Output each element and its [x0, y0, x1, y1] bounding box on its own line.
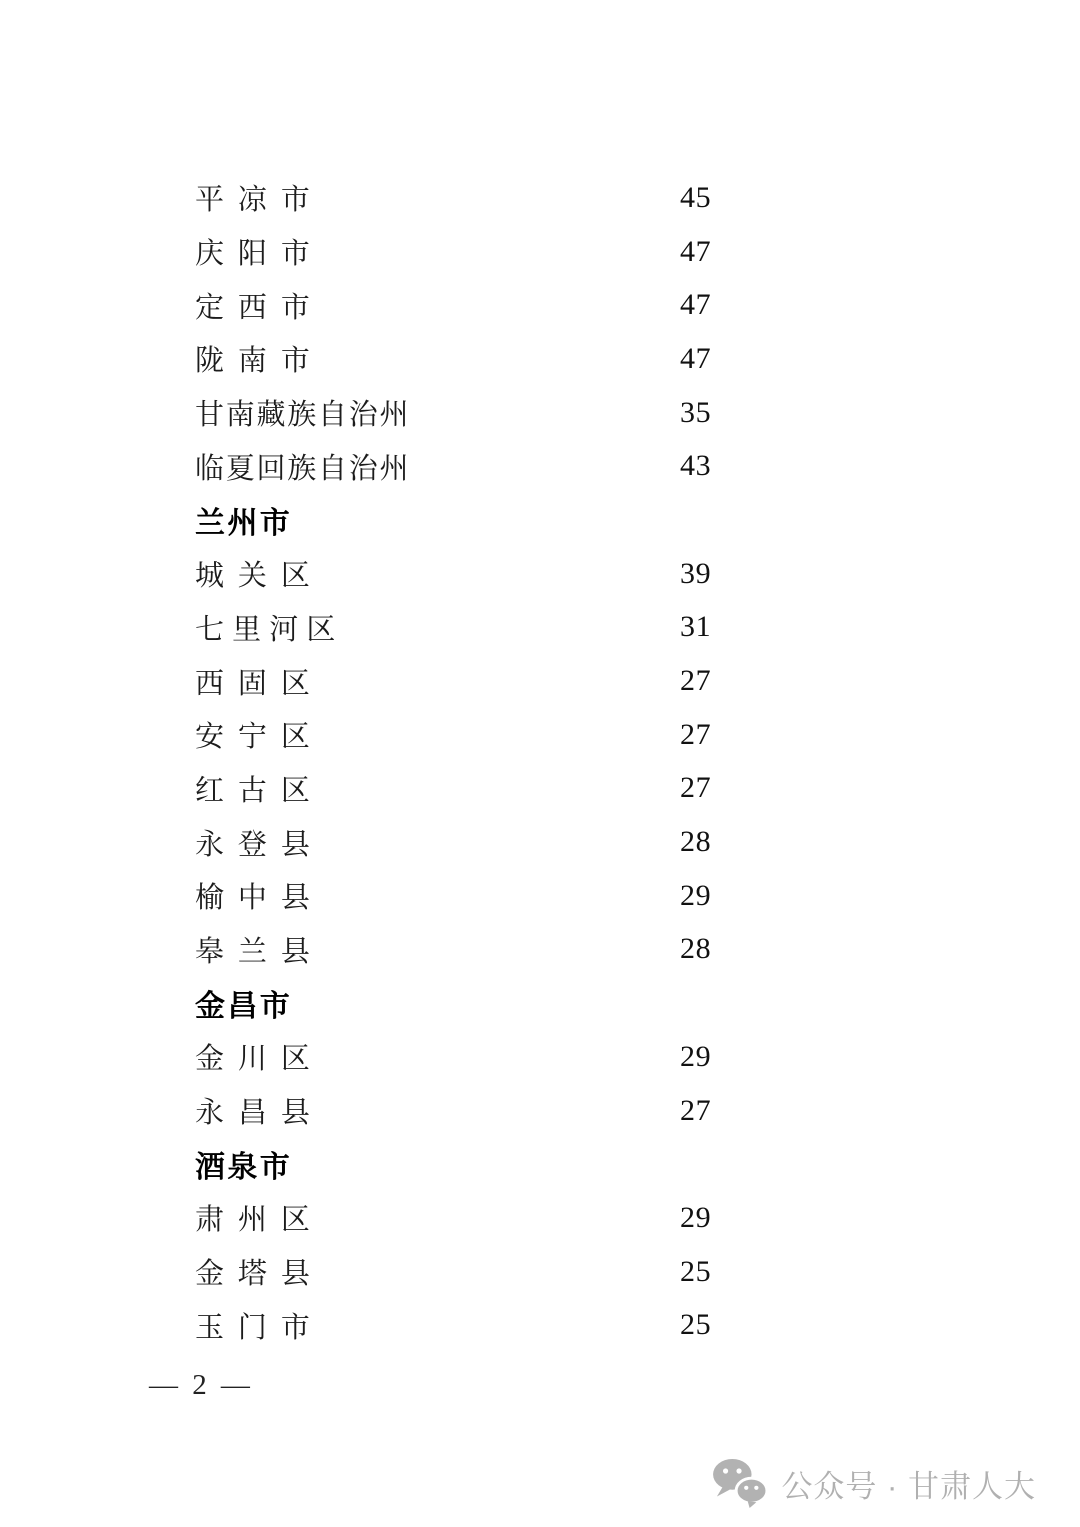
list-row: [195, 225, 895, 279]
list-row: [195, 1298, 895, 1352]
region-name: 榆中县: [195, 882, 324, 915]
list-row: [195, 439, 895, 493]
list-row: [195, 869, 895, 923]
list-row: [195, 762, 895, 816]
watermark-label: 公众号 · 甘肃人大: [781, 1468, 1036, 1504]
list-row: [195, 278, 895, 332]
list-row: [195, 601, 895, 655]
region-name: 临夏回族自治州: [195, 452, 411, 485]
city-section-name: 金昌市: [195, 990, 293, 1024]
region-name: 玉门市: [195, 1311, 324, 1344]
region-name: 庆阳市: [195, 238, 324, 271]
list-row: [195, 708, 895, 762]
seat-count: 25: [680, 1254, 712, 1288]
seat-count: 29: [680, 1200, 712, 1234]
region-name: 甘南藏族自治州: [195, 399, 411, 432]
seat-count: 47: [680, 288, 712, 322]
list-row: [195, 332, 895, 386]
city-section-name: 酒泉市: [195, 1151, 293, 1185]
region-name: 平凉市: [195, 184, 324, 217]
seat-count: 29: [680, 1039, 712, 1073]
region-name: 七里河区: [195, 613, 344, 646]
list-row: [195, 1030, 895, 1084]
region-name: 城关区: [195, 560, 324, 593]
region-name: 金川区: [195, 1043, 324, 1076]
region-name: 永昌县: [195, 1097, 324, 1130]
seat-count: 43: [680, 449, 712, 483]
region-name: 金塔县: [195, 1258, 324, 1291]
seat-count: 45: [680, 180, 712, 214]
seat-count: 27: [680, 1093, 712, 1127]
seat-count: 27: [680, 717, 712, 751]
list-row: [195, 1084, 895, 1138]
seat-count: 28: [680, 932, 712, 966]
wechat-watermark: [711, 1458, 1036, 1508]
list-row: [195, 171, 895, 225]
region-name: 肃州区: [195, 1204, 324, 1237]
seat-count: 47: [680, 234, 712, 268]
region-name: 红古区: [195, 774, 324, 807]
section-header-row: [195, 1137, 895, 1191]
seat-count: 25: [680, 1308, 712, 1342]
seat-count: 29: [680, 878, 712, 912]
region-name: 定西市: [195, 291, 324, 324]
seat-count: 28: [680, 825, 712, 859]
region-name: 西固区: [195, 667, 324, 700]
section-header-row: [195, 976, 895, 1030]
page-number: — 2 —: [149, 1369, 254, 1401]
seat-count: 27: [680, 664, 712, 698]
list-row: [195, 547, 895, 601]
section-header-row: [195, 493, 895, 547]
delegate-allocation-list: [195, 171, 895, 1352]
list-row: [195, 386, 895, 440]
region-name: 皋兰县: [195, 935, 324, 968]
wechat-icon: [711, 1458, 769, 1508]
seat-count: 47: [680, 341, 712, 375]
list-row: [195, 923, 895, 977]
region-name: 永登县: [195, 828, 324, 861]
region-name: 陇南市: [195, 345, 324, 378]
seat-count: 35: [680, 395, 712, 429]
seat-count: 39: [680, 556, 712, 590]
city-section-name: 兰州市: [195, 506, 293, 540]
seat-count: 27: [680, 771, 712, 805]
list-row: [195, 815, 895, 869]
list-row: [195, 654, 895, 708]
seat-count: 31: [680, 610, 712, 644]
list-row: [195, 1191, 895, 1245]
region-name: 安宁区: [195, 721, 324, 754]
list-row: [195, 1245, 895, 1299]
